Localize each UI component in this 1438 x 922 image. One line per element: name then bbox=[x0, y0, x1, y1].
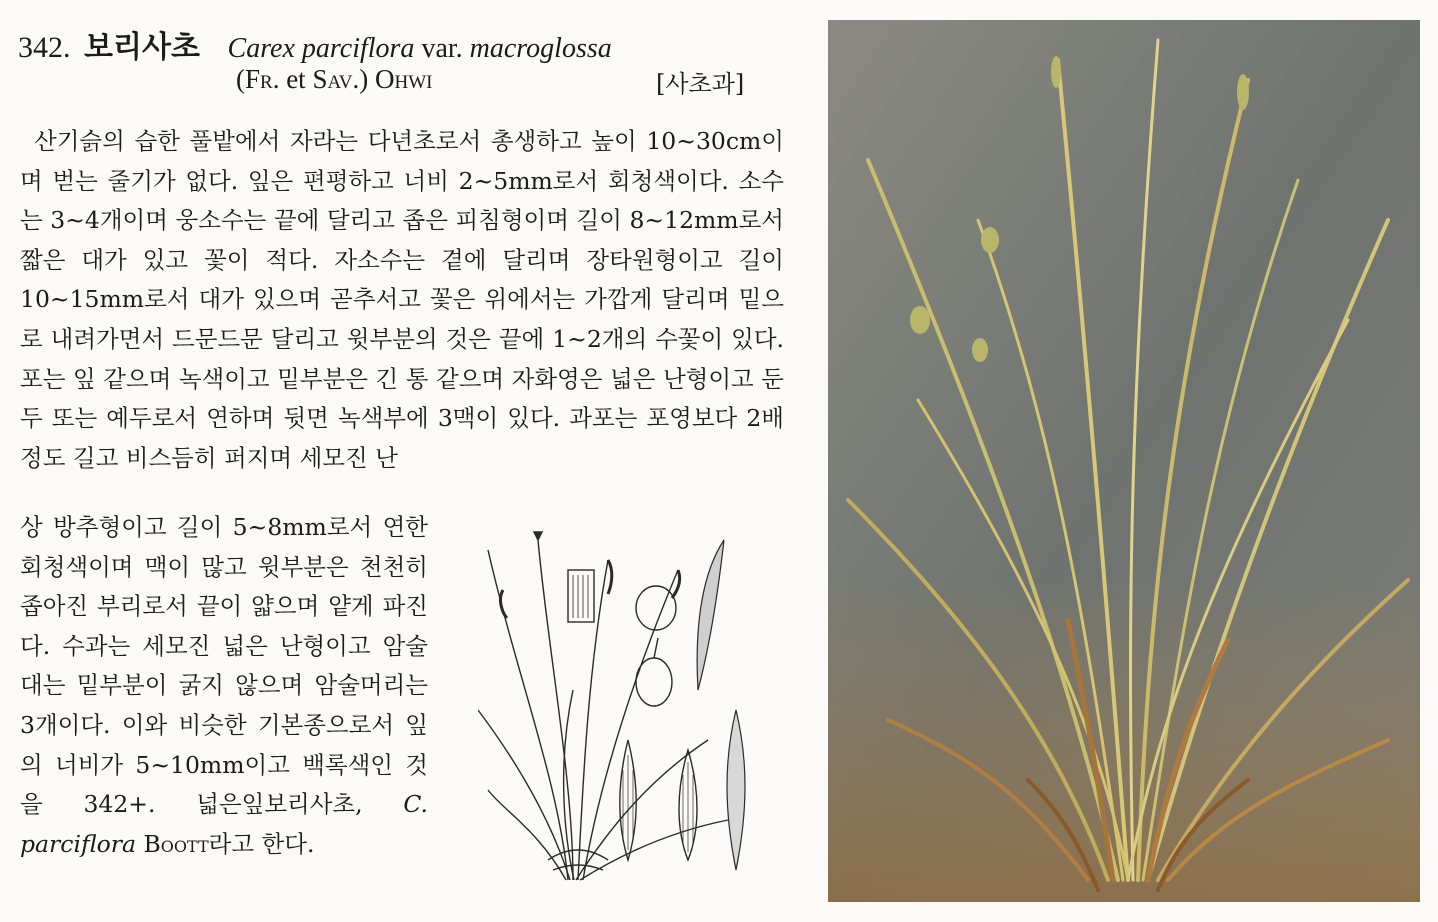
scientific-name bbox=[228, 33, 612, 64]
entry-title bbox=[18, 22, 612, 66]
family-label: [사초과] bbox=[656, 70, 745, 98]
description-bottom-text: 상 방추형이고 길이 5~8mm로서 연한 회청색이며 맥이 많고 윗부분은 천천히 좁아진 부리로서 끝이 얇으며 얕게 파진다. 수과는 세모진 넓은 난형이고 암술대는 밑부분이 굵지 않으며 암술머리는 3개이다. 이와 비슷한 기본종으로서 잎의 너비가 5~10mm이고 백록색인 것을 342+. bbox=[20, 513, 428, 819]
plant-photograph bbox=[828, 20, 1420, 902]
author-paren-open: ( bbox=[236, 64, 245, 94]
author-et: et bbox=[286, 64, 306, 94]
description-bottom bbox=[20, 508, 428, 864]
author-ohwi: Ohwi bbox=[374, 64, 433, 94]
related-genus-abbr: C. bbox=[403, 790, 428, 819]
species: parciflora bbox=[301, 33, 415, 64]
related-author: Boott bbox=[143, 829, 209, 858]
genus: Carex bbox=[227, 33, 295, 64]
variety-abbr: var. bbox=[421, 33, 463, 64]
author-citation bbox=[236, 64, 432, 95]
related-species: parciflora bbox=[20, 829, 137, 858]
korean-name: 보리사초 bbox=[84, 30, 200, 65]
variety: macroglossa bbox=[469, 33, 612, 64]
botanical-illustration bbox=[478, 530, 778, 892]
description-top: 산기슭의 습한 풀밭에서 자라는 다년초로서 총생하고 높이 10~30cm이며 벋는 줄기가 없다. 잎은 편평하고 너비 2~5mm로서 회청색이다. 소수는 3~4개이며 웅소수는 끝에 달리고 좁은 피침형이며 길이 8~12mm로서 짧은 대가 있고 꽃이 적다. 자소수는 곁에 달리며 장타원형이고 길이 10~15mm로서 대가 있으며 곧추서고 꽃은 위에서는 가깝게 달리며 밑으로 내려가면서 드문드문 달리고 윗부분의 것은 끝에 1~2개의 수꽃이 있다. 포는 잎 같으며 녹색이고 밑부분은 긴 통 같으며 자화영은 넓은 난형이고 둔두 또는 예두로서 연하며 뒷면 녹색부에 3맥이 있다. 과포는 포영보다 2배 정도 길고 비스듬히 퍼지며 세모진 난 bbox=[20, 127, 784, 472]
author-paren-close: ) bbox=[359, 64, 369, 94]
author-sav: Sav. bbox=[312, 64, 360, 94]
description-tail: 라고 한다. bbox=[208, 829, 315, 858]
author-fr: Fr. bbox=[245, 64, 280, 94]
related-korean-name: 넓은잎보리사초, bbox=[196, 790, 363, 819]
entry-number: 342. bbox=[18, 31, 71, 64]
